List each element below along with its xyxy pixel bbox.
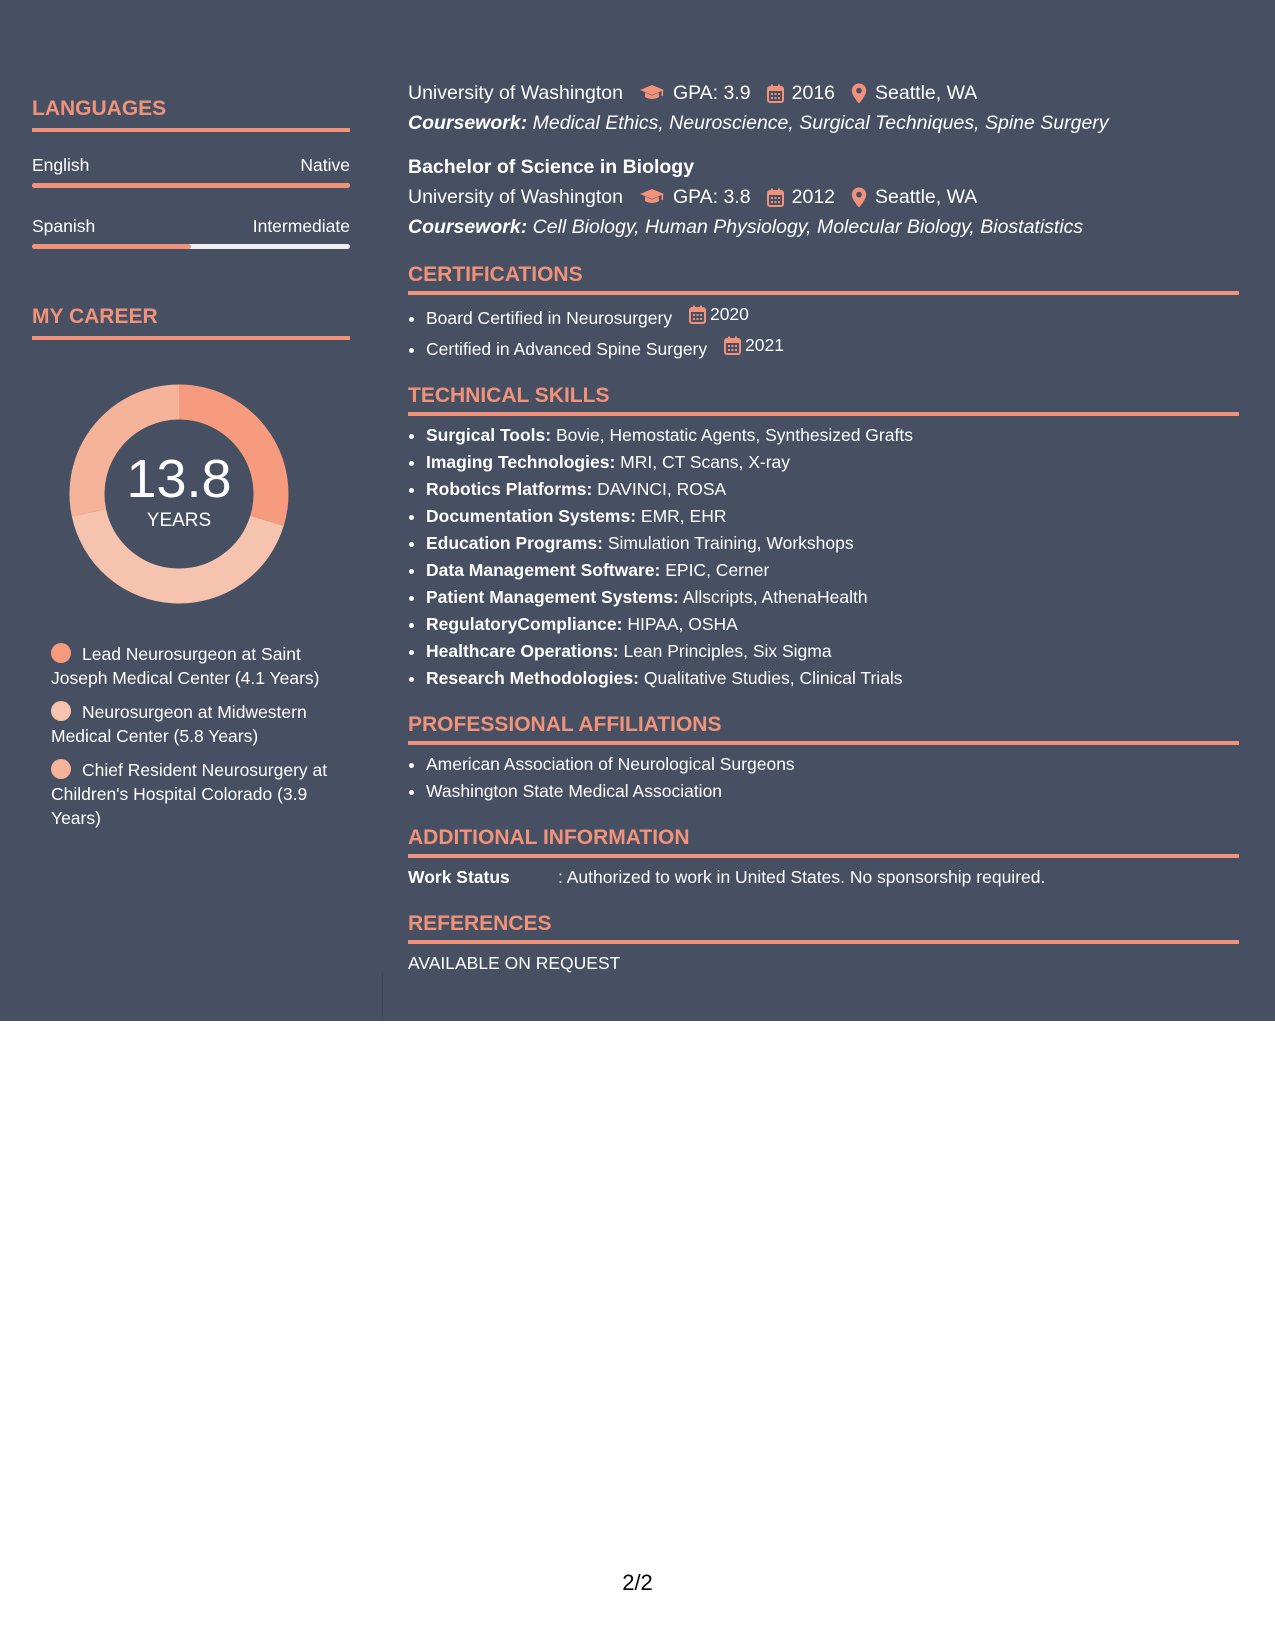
main-column [408,78,1239,977]
skill-category: Surgical Tools: [426,425,552,445]
skill-category: RegulatoryCompliance: [426,614,623,634]
skill-category: Healthcare Operations: [426,641,619,661]
certification-year: 2021 [745,335,784,355]
skill-item [426,557,1239,584]
skill-values: HIPAA, OSHA [627,614,738,634]
skills-list [408,422,1239,692]
coursework [408,212,1239,242]
certifications-list [408,301,1239,363]
career-total-unit: YEARS [146,510,212,531]
career-legend-item [51,700,331,748]
language-level: Intermediate [252,216,350,236]
skill-values: Simulation Training, Workshops [607,533,854,553]
gpa: GPA: 3.9 [672,82,751,104]
school-location: Seattle, WA [875,82,978,104]
calendar-icon [724,336,741,355]
skill-values: Qualitative Studies, Clinical Trials [643,668,903,688]
skill-category: Research Methodologies: [426,668,639,688]
career-legend-item [51,758,331,830]
skill-category: Robotics Platforms: [426,479,593,499]
skill-category: Imaging Technologies: [426,452,616,472]
career-legend-item [51,642,331,690]
career-label: Chief Resident Neurosurgery at Children's Hospital Colorado (3.9 Years) [51,760,328,828]
graduation-year: 2016 [791,82,836,104]
affiliations-heading: PROFESSIONAL AFFILIATIONS [408,710,1239,745]
skill-category: Patient Management Systems: [426,587,679,607]
skill-category: Data Management Software: [426,560,661,580]
language-proficiency-bar [32,244,350,249]
skill-values: EPIC, Cerner [665,560,770,580]
certification-name: Certified in Advanced Spine Surgery [426,339,708,359]
graduation-year: 2012 [791,186,836,208]
coursework-list: Medical Ethics, Neuroscience, Surgical Techniques, Spine Surgery [532,112,1109,134]
career-donut-chart [65,380,293,608]
career-total-value: 13.8 [126,449,232,509]
location-pin-icon [851,83,867,104]
language-list [32,154,350,249]
skill-item [426,476,1239,503]
language-proficiency-bar [32,183,350,188]
certification-year: 2020 [709,304,749,324]
skill-item [426,503,1239,530]
education-meta [408,182,1239,212]
career-heading: MY CAREER [32,302,350,340]
language-item-english [32,154,350,188]
languages-heading: LANGUAGES [32,94,350,132]
work-status-label: Work Status [408,867,510,887]
references-heading: REFERENCES [408,909,1239,944]
calendar-icon [767,84,784,103]
work-status-value: : Authorized to work in United States. No sponsorship required. [558,867,1046,887]
education-entry [408,78,1239,138]
career-legend [51,642,331,830]
skill-values: Bovie, Hemostatic Agents, Synthesized Grafts [555,425,913,445]
coursework-label: Coursework: [408,112,528,134]
graduation-cap-icon [639,188,665,206]
affiliation-item: • American Association of Neurological Surgeons [426,751,1239,778]
degree-title: Bachelor of Science in Biology [408,156,695,178]
career-label: Lead Neurosurgeon at Saint Joseph Medical Center (4.1 Years) [51,644,320,688]
affiliation-item: • Washington State Medical Association [426,778,1239,805]
skill-category: Education Programs: [426,533,603,553]
career-total [65,450,293,532]
skill-item [426,665,1239,692]
calendar-icon [767,188,784,207]
education-meta [408,78,1239,108]
language-proficiency-fill [32,183,350,188]
coursework [408,108,1239,138]
skill-values: Allscripts, AthenaHealth [682,587,868,607]
language-name: Spanish [32,216,96,236]
calendar-icon [689,305,706,324]
skill-values: MRI, CT Scans, X-ray [620,452,791,472]
coursework-list: Cell Biology, Human Physiology, Molecular Biology, Biostatistics [532,216,1084,238]
school-name: University of Washington [408,82,623,104]
skill-values: DAVINCI, ROSA [597,479,727,499]
graduation-cap-icon [639,84,665,102]
additional-info-heading: ADDITIONAL INFORMATION [408,823,1239,858]
skill-item [426,449,1239,476]
education-entry [408,152,1239,242]
gpa: GPA: 3.8 [672,186,751,208]
skill-item [426,638,1239,665]
column-divider [382,972,383,1021]
language-name: English [32,155,90,175]
career-label: Neurosurgeon at Midwestern Medical Center (5.8 Years) [51,702,307,746]
skill-values: EMR, EHR [640,506,727,526]
skill-item [426,584,1239,611]
language-item-spanish [32,215,350,249]
references-text: AVAILABLE ON REQUEST [408,953,621,973]
page-number: 2/2 [622,1570,653,1595]
work-status [408,864,1239,891]
affiliations-list [408,751,1239,805]
language-level: Native [300,155,350,175]
skill-item [426,530,1239,557]
skill-category: Documentation Systems: [426,506,637,526]
skills-heading: TECHNICAL SKILLS [408,381,1239,416]
school-name: University of Washington [408,186,623,208]
certification-name: Board Certified in Neurosurgery [426,308,673,328]
sidebar [32,94,350,840]
skill-item [426,611,1239,638]
legend-dot [51,643,71,663]
school-location: Seattle, WA [875,186,978,208]
coursework-label: Coursework: [408,216,528,238]
certification-item [426,301,1239,332]
legend-dot [51,701,71,721]
legend-dot [51,759,71,779]
skill-item [426,422,1239,449]
certifications-heading: CERTIFICATIONS [408,260,1239,295]
location-pin-icon [851,187,867,208]
language-proficiency-fill [32,244,191,249]
certification-item [426,332,1239,363]
skill-values: Lean Principles, Six Sigma [623,641,832,661]
